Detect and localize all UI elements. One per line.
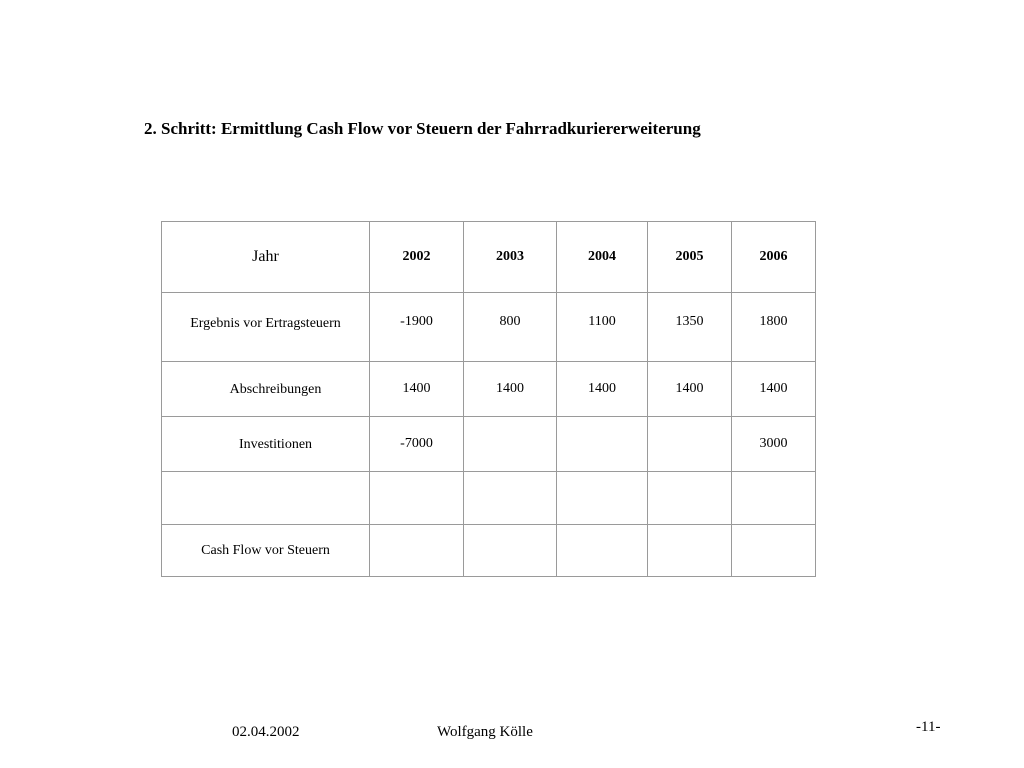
row-label-empty: [162, 472, 370, 525]
table-cell: 1400: [370, 362, 464, 417]
table-cell: 1350: [648, 293, 732, 362]
table-row-abschreibungen: [162, 362, 816, 417]
header-year-2002: 2002: [370, 222, 464, 293]
header-year-2004: 2004: [557, 222, 648, 293]
cash-flow-table: [161, 221, 816, 577]
slide-title: 2. Schritt: Ermittlung Cash Flow vor Steuern der Fahrradkuriererweiterung: [144, 119, 701, 138]
row-label-ergebnis: Ergebnis vor Ertragsteuern: [162, 293, 370, 362]
row-label-investitionen: Investitionen: [162, 417, 370, 472]
footer-page-number: -11-: [916, 719, 941, 735]
table-row-investitionen: [162, 417, 816, 472]
table-cell: -7000: [370, 417, 464, 472]
row-label-abschreibungen: Abschreibungen: [162, 362, 370, 417]
row-label-cash-flow: Cash Flow vor Steuern: [162, 525, 370, 577]
table-cell: 1400: [648, 362, 732, 417]
header-year-2003: 2003: [464, 222, 557, 293]
header-year-2005: 2005: [648, 222, 732, 293]
header-year-2006: 2006: [732, 222, 816, 293]
table-cell: [464, 472, 557, 525]
table-cell: [732, 525, 816, 577]
table-cell: [732, 472, 816, 525]
table-cell: 1800: [732, 293, 816, 362]
table-cell: 800: [464, 293, 557, 362]
table-cell: [648, 417, 732, 472]
table-row-ergebnis: [162, 293, 816, 362]
table-cell: [370, 525, 464, 577]
footer-author: Wolfgang Kölle: [437, 724, 533, 740]
footer-date: 02.04.2002: [232, 724, 300, 740]
table-cell: [464, 525, 557, 577]
table-cell: 1400: [557, 362, 648, 417]
table-cell: [648, 525, 732, 577]
table-cell: 1400: [464, 362, 557, 417]
table-cell: [370, 472, 464, 525]
table-cell: -1900: [370, 293, 464, 362]
table-cell: 1400: [732, 362, 816, 417]
header-jahr: Jahr: [162, 222, 370, 293]
table-row-empty: [162, 472, 816, 525]
table-row-cash-flow: [162, 525, 816, 577]
table-cell: [464, 417, 557, 472]
table-cell: [557, 417, 648, 472]
table-cell: [557, 472, 648, 525]
table-cell: 1100: [557, 293, 648, 362]
table-cell: [648, 472, 732, 525]
table-header-row: [162, 222, 816, 293]
table-cell: 3000: [732, 417, 816, 472]
table-cell: [557, 525, 648, 577]
